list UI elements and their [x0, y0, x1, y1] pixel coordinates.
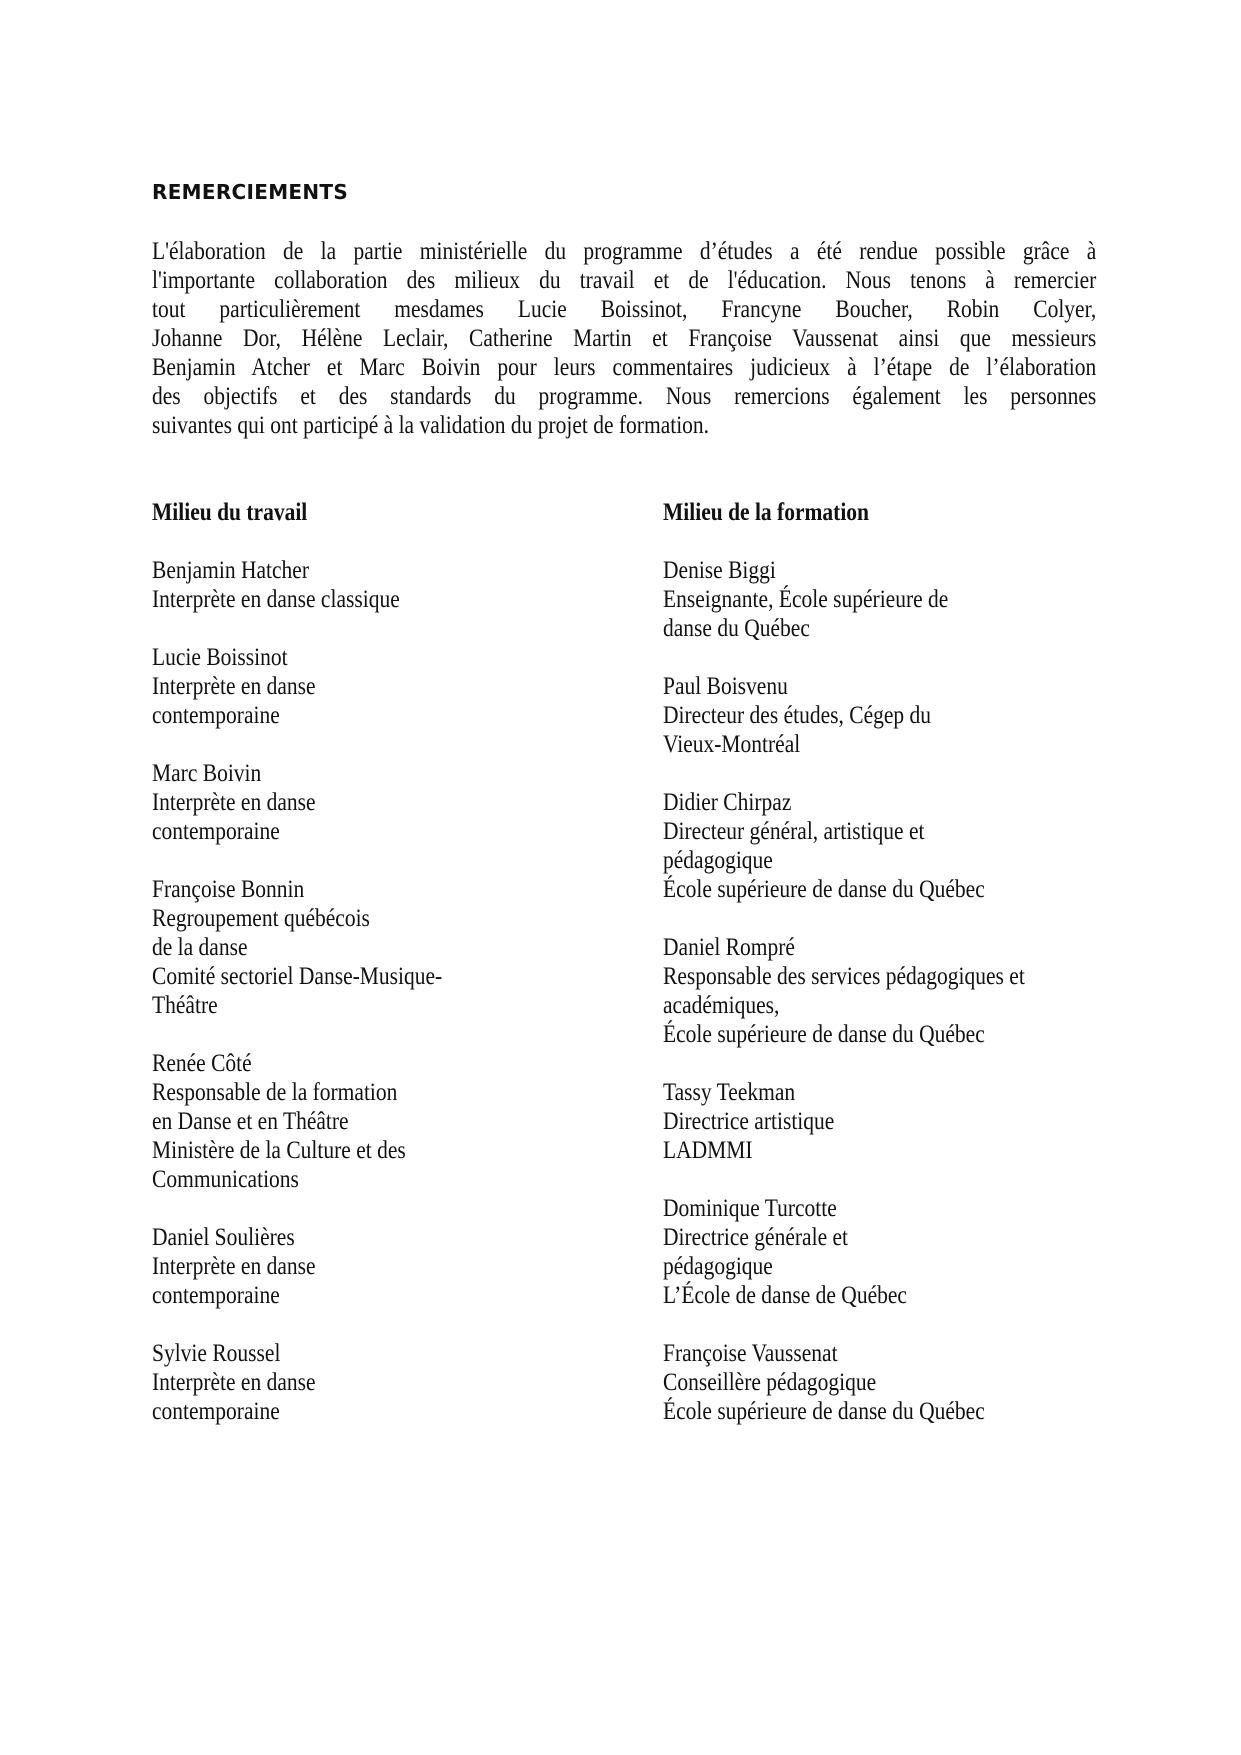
contributor-entry: [152, 556, 489, 614]
entry-line: [152, 1252, 489, 1281]
contributor-role: contemporaine: [152, 702, 280, 729]
entry-line: [152, 556, 489, 585]
contributor-name: Daniel Rompré: [663, 934, 795, 961]
contributor-name: Paul Boisvenu: [663, 673, 788, 700]
contributor-role: Regroupement québécois: [152, 905, 370, 932]
contributor-name: Dominique Turcotte: [663, 1195, 837, 1222]
contributor-role: en Danse et en Théâtre: [152, 1108, 349, 1135]
contributor-name: Renée Côté: [152, 1050, 252, 1077]
entry-line: [663, 1107, 1084, 1136]
contributor-role: Enseignante, École supérieure de: [663, 586, 949, 613]
contributor-entry: [152, 759, 489, 846]
paragraph-line: L'élaboration de la partie ministérielle du programme d’études a été rendue possible grâce à: [152, 238, 1097, 265]
contributor-entry: [152, 1049, 489, 1194]
contributor-role: de la danse: [152, 934, 248, 961]
contributor-role: Interprète en danse classique: [152, 586, 400, 613]
entry-line: [663, 817, 1084, 846]
contributor-entry: [663, 1194, 1084, 1310]
contributor-role: Responsable de la formation: [152, 1079, 398, 1106]
contributor-role: École supérieure de danse du Québec: [663, 876, 985, 903]
entry-line: [663, 1223, 1084, 1252]
left-column-list: [152, 556, 489, 1455]
contributor-role: Théâtre: [152, 992, 218, 1019]
entry-line: [152, 1107, 489, 1136]
contributor-role: danse du Québec: [663, 615, 810, 642]
paragraph-line: suivantes qui ont participé à la validation du projet de formation.: [152, 412, 710, 439]
paragraph-line: Johanne Dor, Hélène Leclair, Catherine Martin et Françoise Vaussenat ainsi que messieurs: [152, 325, 1097, 352]
paragraph-line: l'importante collaboration des milieux du travail et de l'éducation. Nous tenons à remercier: [152, 267, 1097, 294]
entry-line: [152, 1281, 489, 1310]
contributor-entry: [663, 933, 1084, 1049]
entry-line: [152, 759, 489, 788]
entry-line: [663, 1078, 1084, 1107]
entry-line: [152, 1397, 489, 1426]
contributor-role: Directrice artistique: [663, 1108, 835, 1135]
entry-line: [152, 904, 489, 933]
entry-line: [152, 991, 489, 1020]
entry-line: [663, 1397, 1084, 1426]
entry-line: [152, 1165, 489, 1194]
entry-line: [152, 1339, 489, 1368]
intro-paragraph: [152, 237, 1096, 440]
contributor-role: Interprète en danse: [152, 1253, 316, 1280]
right-column-list: [663, 556, 1084, 1455]
entry-line: [663, 1020, 1084, 1049]
entry-line: [663, 875, 1084, 904]
entry-line: [152, 1136, 489, 1165]
entry-line: [152, 788, 489, 817]
entry-line: [663, 962, 1084, 991]
entry-line: [663, 1339, 1084, 1368]
entry-line: [663, 556, 1084, 585]
contributor-name: Tassy Teekman: [663, 1079, 796, 1106]
entry-line: [152, 933, 489, 962]
entry-line: [663, 672, 1084, 701]
contributor-role: Responsable des services pédagogiques et: [663, 963, 1025, 990]
contributor-role: Interprète en danse: [152, 789, 316, 816]
entry-line: [152, 1368, 489, 1397]
entry-line: [152, 1078, 489, 1107]
contributor-role: pédagogique: [663, 847, 773, 874]
contributor-name: Daniel Soulières: [152, 1224, 295, 1251]
entry-line: [663, 846, 1084, 875]
entry-line: [663, 1368, 1084, 1397]
contributor-role: académiques,: [663, 992, 780, 1019]
entry-line: [152, 643, 489, 672]
entry-line: [663, 788, 1084, 817]
contributor-role: Directeur général, artistique et: [663, 818, 925, 845]
entry-line: [663, 585, 1084, 614]
entry-line: [152, 672, 489, 701]
contributor-entry: [663, 556, 1084, 643]
contributor-role: École supérieure de danse du Québec: [663, 1398, 985, 1425]
entry-line: [663, 933, 1084, 962]
contributor-role: Vieux-Montréal: [663, 731, 801, 758]
contributor-role: Interprète en danse: [152, 673, 316, 700]
contributor-name: Sylvie Roussel: [152, 1340, 281, 1367]
entry-line: [663, 614, 1084, 643]
entry-line: [663, 1281, 1084, 1310]
contributor-name: Denise Biggi: [663, 557, 776, 584]
contributor-role: contemporaine: [152, 818, 280, 845]
entry-line: [152, 1223, 489, 1252]
contributor-entry: [663, 788, 1084, 904]
paragraph-line: Benjamin Atcher et Marc Boivin pour leurs commentaires judicieux à l’étape de l’élaboration: [152, 354, 1097, 381]
contributor-role: pédagogique: [663, 1253, 773, 1280]
contributor-role: L’École de danse de Québec: [663, 1282, 907, 1309]
entry-line: [663, 991, 1084, 1020]
paragraph-line: des objectifs et des standards du programme. Nous remercions également les personnes: [152, 383, 1097, 410]
entry-line: [663, 730, 1084, 759]
left-column-title-text: Milieu du travail: [152, 499, 308, 526]
contributor-role: contemporaine: [152, 1398, 280, 1425]
entry-line: [663, 1252, 1084, 1281]
contributor-name: Benjamin Hatcher: [152, 557, 310, 584]
entry-line: [152, 817, 489, 846]
contributor-role: École supérieure de danse du Québec: [663, 1021, 985, 1048]
contributor-entry: [663, 1339, 1084, 1426]
contributor-role: Directeur des études, Cégep du: [663, 702, 932, 729]
entry-line: [663, 1194, 1084, 1223]
contributor-name: Marc Boivin: [152, 760, 262, 787]
contributor-entry: [152, 1223, 489, 1310]
contributor-name: Didier Chirpaz: [663, 789, 792, 816]
page-heading: REMERCIEMENTS: [152, 180, 349, 204]
paragraph-line: tout particulièrement mesdames Lucie Boissinot, Francyne Boucher, Robin Colyer,: [152, 296, 1097, 323]
contributor-role: Communications: [152, 1166, 299, 1193]
entry-line: [152, 1049, 489, 1078]
contributor-role: Ministère de la Culture et des: [152, 1137, 406, 1164]
entry-line: [152, 962, 489, 991]
contributor-role: Directrice générale et: [663, 1224, 849, 1251]
entry-line: [663, 701, 1084, 730]
contributor-entry: [663, 1078, 1084, 1165]
contributor-name: Lucie Boissinot: [152, 644, 288, 671]
right-column-title-text: Milieu de la formation: [663, 499, 870, 526]
entry-line: [663, 1136, 1084, 1165]
contributor-role: contemporaine: [152, 1282, 280, 1309]
contributor-role: Conseillère pédagogique: [663, 1369, 877, 1396]
entry-line: [152, 875, 489, 904]
contributor-entry: [663, 672, 1084, 759]
contributor-role: LADMMI: [663, 1137, 753, 1164]
contributor-entry: [152, 643, 489, 730]
contributor-role: Interprète en danse: [152, 1369, 316, 1396]
contributor-entry: [152, 1339, 489, 1426]
contributor-role: Comité sectoriel Danse-Musique-: [152, 963, 443, 990]
entry-line: [152, 585, 489, 614]
entry-line: [152, 701, 489, 730]
contributor-name: Françoise Bonnin: [152, 876, 305, 903]
contributor-entry: [152, 875, 489, 1020]
left-column-title: [152, 498, 333, 527]
contributor-name: Françoise Vaussenat: [663, 1340, 838, 1367]
right-column-title: [663, 498, 903, 527]
